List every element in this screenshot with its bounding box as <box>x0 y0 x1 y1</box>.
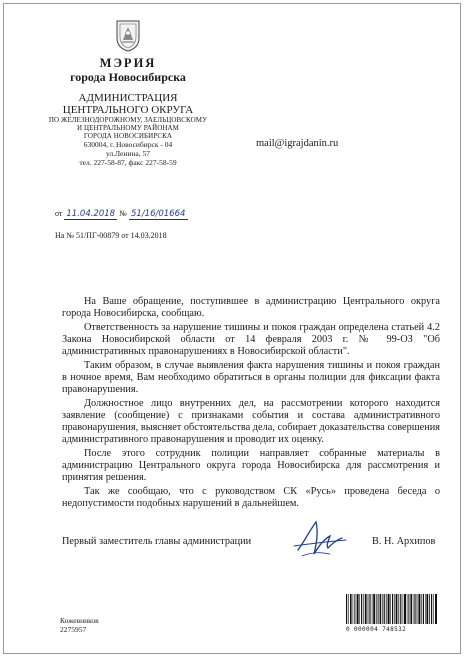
handwritten-number: 51/16/01664 <box>129 209 188 220</box>
address-line-2: ул.Ленина, 57 <box>105 149 151 158</box>
outgoing-reference <box>55 209 188 220</box>
org-city: города Новосибирска <box>70 70 186 84</box>
admin-title-1: АДМИНИСТРАЦИЯ <box>78 92 178 104</box>
city-emblem-icon <box>115 18 141 52</box>
paragraph: Ответственность за нарушение тишины и покоя граждан определена статьей 4.2 Закона Новосибирской области от 14 февраля 2003 г. № 99-ОЗ "Об административных правонарушениях в Новосибирской области". <box>62 322 440 357</box>
paragraph: После этого сотрудник полиции направляет собранные материалы в администрацию Центрального округа города Новосибирска для рассмотрения и принятия решения. <box>62 448 440 483</box>
admin-subtitle-3: ГОРОДА НОВОСИБИРСКА <box>83 132 173 140</box>
number-label: № <box>119 209 127 218</box>
org-name: МЭРИЯ <box>99 56 157 70</box>
admin-subtitle-1: ПО ЖЕЛЕЗНОДОРОЖНОМУ, ЗАЕЛЬЦОВСКОМУ <box>48 116 208 124</box>
executor-block <box>60 616 99 634</box>
signatory-title: Первый заместитель главы администрации <box>62 536 252 547</box>
address-line-1: 630004, г. Новосибирск - 04 <box>83 140 173 149</box>
barcode-number: 0 000004 748532 <box>346 626 407 633</box>
admin-subtitle-2: И ЦЕНТРАЛЬНОМУ РАЙОНАМ <box>76 124 180 132</box>
barcode-icon <box>346 594 438 628</box>
handwritten-signature-icon <box>290 516 350 562</box>
paragraph: На Ваше обращение, поступившее в администрацию Центрального округа города Новосибирска, сообщаю. <box>62 296 440 319</box>
letterhead <box>30 18 226 167</box>
recipient-email: mail@igrajdanin.ru <box>256 138 339 149</box>
executor-phone: 2275957 <box>60 625 87 634</box>
paragraph: Так же сообщаю, что с руководством СК «Русь» проведена беседа о недопустимости подобных нарушений в дальнейшем. <box>62 486 440 509</box>
letter-body <box>62 296 440 512</box>
admin-title-2: ЦЕНТРАЛЬНОГО ОКРУГА <box>62 104 194 116</box>
incoming-reference: На № 51/ПГ-00879 от 14.03.2018 <box>55 231 167 240</box>
phone-fax: тел. 227-58-87, факс 227-58-59 <box>79 158 177 167</box>
handwritten-date: 11.04.2018 <box>66 209 116 219</box>
executor-name: Кожевников <box>60 616 99 625</box>
from-label: от <box>55 209 63 218</box>
signatory-name: В. Н. Архипов <box>372 536 436 547</box>
paragraph: Должностное лицо внутренних дел, на рассмотрении которого находится заявление (сообщение) с признаками события и состава административного правонарушения, выясняет обстоятельства дела, собирает доказательства совершения административного правонарушения и проводит их оценку. <box>62 398 440 445</box>
paragraph: Таким образом, в случае выявления факта нарушения тишины и покоя граждан в ночное время, Вам необходимо обратиться в органы полиции для фиксации факта правонарушения. <box>62 360 440 395</box>
